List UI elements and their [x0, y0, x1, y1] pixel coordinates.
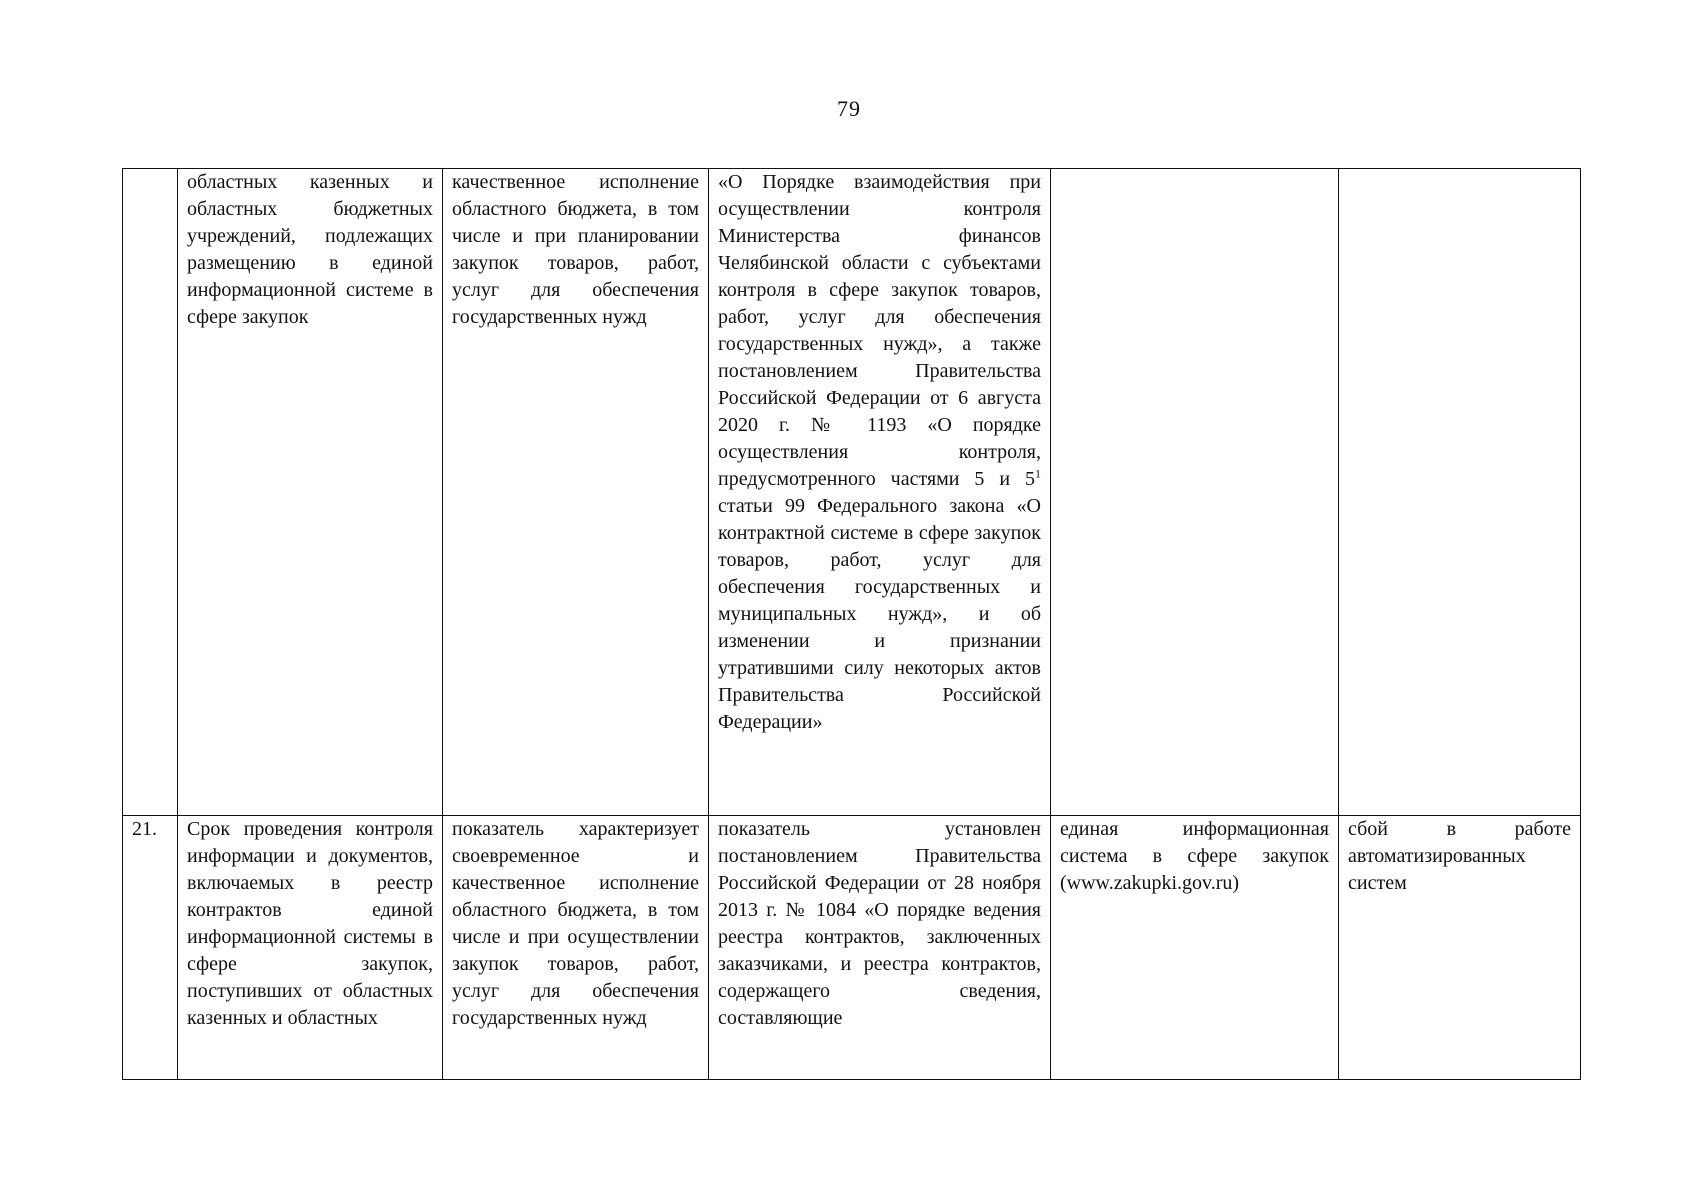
indicator-name-cell: областных казенных и областных бюджетных учреждений, подлежащих размещению в единой информационной системе в сфере закупок	[178, 169, 443, 816]
indicators-table	[122, 168, 1581, 1080]
risk-cell	[1339, 169, 1581, 816]
indicator-name-cell: Срок проведения контроля информации и документов, включаемых в реестр контрактов единой информационной системы в сфере закупок, поступивших от областных казенных и областных	[178, 816, 443, 1080]
risk-cell: сбой в работе автоматизированных систем	[1339, 816, 1581, 1080]
row-number-cell	[123, 169, 178, 816]
data-source-cell	[1051, 169, 1339, 816]
table-row	[123, 816, 1581, 1080]
table-row	[123, 169, 1581, 816]
legal-basis-text-tail: статьи 99 Федерального закона «О контрактной системе в сфере закупок товаров, работ, услуг для обеспечения государственных и муниципальных нужд», и об изменении и признании утратившими силу некоторых актов Правительства Российской Федерации»	[718, 495, 1041, 733]
page-number: 79	[837, 96, 861, 121]
data-source-cell: единая информационная система в сфере закупок (www.zakupki.gov.ru)	[1051, 816, 1339, 1080]
legal-basis-cell: показатель установлен постановлением Правительства Российской Федерации от 28 ноября 2013 г. № 1084 «О порядке ведения реестра контрактов, заключенных заказчиками, и реестра контрактов, содержащего сведения, составляющие	[709, 816, 1051, 1080]
footnote-superscript: 1	[1035, 466, 1041, 481]
legal-basis-cell	[709, 169, 1051, 816]
indicator-description-cell: качественное исполнение областного бюджета, в том числе и при планировании закупок товаров, работ, услуг для обеспечения государственных нужд	[443, 169, 709, 816]
row-number-cell: 21.	[123, 816, 178, 1080]
legal-basis-text: «О Порядке взаимодействия при осуществлении контроля Министерства финансов Челябинской области с субъектами контроля в сфере закупок товаров, работ, услуг для обеспечения государственных нужд», а также постановлением Правительства Российской Федерации от 6 августа 2020 г. № 1193 «О порядке осуществления контроля, предусмотренного частями 5 и 5	[718, 171, 1041, 490]
indicator-description-cell: показатель характеризует своевременное и качественное исполнение областного бюджета, в том числе и при осуществлении закупок товаров, работ, услуг для обеспечения государственных нужд	[443, 816, 709, 1080]
